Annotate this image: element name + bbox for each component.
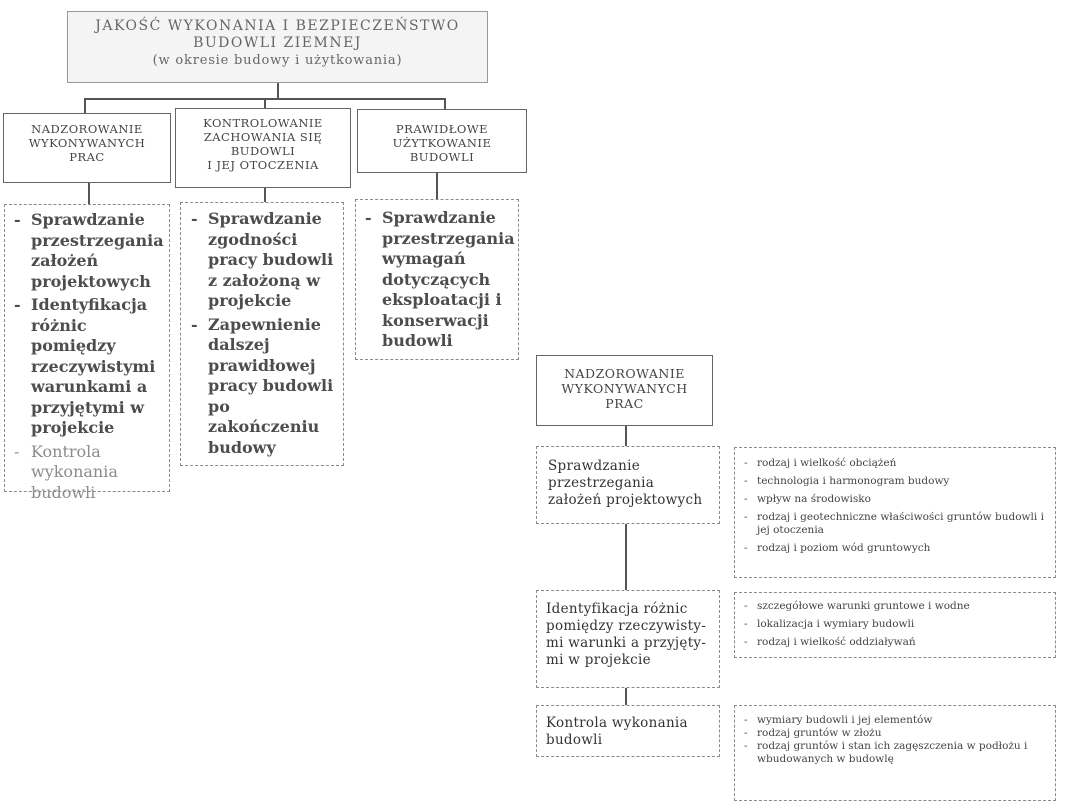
column-items-list-1 xyxy=(13,210,165,506)
column-1-item-2: - Identyfikacja różnic pomiędzy rzeczywistymi warunkami a przyjętymi w projekcie xyxy=(13,295,165,439)
connector-col2-down xyxy=(264,187,266,203)
detail-row-3-subitem-1: - wymiary budowli i jej elementów xyxy=(741,714,1051,727)
detail-row-1-subitem-2: - technologia i harmonogram budowy xyxy=(741,475,1051,488)
detail-heading-line-2: WYKONYWANYCH xyxy=(561,381,688,396)
column-heading-2-line-4: I JEJ OTOCZENIA xyxy=(207,158,319,172)
detail-row-3-label: Kontrola wykonania budowli xyxy=(536,705,720,757)
connector-col1-down xyxy=(88,182,90,205)
column-2-item-1: - Sprawdzanie zgodności pracy budowli z założoną w projekcie xyxy=(190,209,340,312)
column-1-item-3: - Kontrola wykonania budowli xyxy=(13,442,165,504)
detail-row-3-subitem-3: - rodzaj gruntów i stan ich zagęszczenia w podłożu i wbudowanych w budowlę xyxy=(741,740,1051,766)
detail-row-1-sublist xyxy=(741,457,1051,560)
detail-heading-line-1: NADZOROWANIE xyxy=(564,366,685,381)
detail-row-3-subitem-2: - rodzaj gruntów w złożu xyxy=(741,727,1051,740)
column-heading-2-line-1: KONTROLOWANIE xyxy=(203,116,323,130)
main-title-box xyxy=(67,11,488,83)
detail-row-1-subitem-3: - wpływ na środowisko xyxy=(741,493,1051,506)
detail-connector-2 xyxy=(625,524,627,591)
main-title-line-3: (w okresie budowy i użytkowania) xyxy=(152,53,403,68)
detail-row-2-label: Identyfikacja różnic pomiędzy rzeczywisty-mi warunki a przyjęty-mi w projekcie xyxy=(536,590,720,688)
column-heading-1-line-1: NADZOROWANIE xyxy=(31,122,143,136)
detail-row-2-subitem-1: - szczegółowe warunki gruntowe i wodne xyxy=(741,600,1051,613)
detail-connector-3 xyxy=(625,688,627,705)
detail-heading-line-3: PRAC xyxy=(605,396,644,411)
detail-row-2-subitem-3: - rodzaj i wielkość oddziaływań xyxy=(741,636,1051,649)
detail-row-2-sublist xyxy=(741,600,1051,654)
column-2-item-2: - Zapewnienie dalszej prawidłowej pracy budowli po zakończeniu budowy xyxy=(190,315,340,459)
detail-connector-1 xyxy=(625,426,627,447)
detail-row-1-subitem-4: - rodzaj i geotechniczne właściwości gruntów budowli i jej otoczenia xyxy=(741,511,1051,537)
detail-row-1-subitem-5: - rodzaj i poziom wód gruntowych xyxy=(741,542,1051,555)
column-items-list-2 xyxy=(190,209,340,461)
main-title-line-1: JAKOŚĆ WYKONANIA I BEZPIECZEŃSTWO xyxy=(95,18,460,34)
main-title-line-2: BUDOWLI ZIEMNEJ xyxy=(193,35,362,51)
column-3-item-1: - Sprawdzanie przestrzegania wymagań dotyczących eksploatacji i konserwacji budowli xyxy=(364,208,514,352)
column-heading-3-line-3: BUDOWLI xyxy=(409,150,475,164)
detail-row-3-sublist xyxy=(741,714,1051,766)
column-heading-3 xyxy=(357,109,527,173)
detail-row-2-subitem-2: - lokalizacja i wymiary budowli xyxy=(741,618,1051,631)
column-heading-2-line-3: BUDOWLI xyxy=(230,144,296,158)
column-heading-3-line-1: PRAWIDŁOWE xyxy=(395,122,489,136)
detail-row-1-label: Sprawdzanie przestrzegania założeń projektowych xyxy=(536,446,720,524)
detail-heading-box xyxy=(536,355,713,426)
column-heading-2-line-2: ZACHOWANIA SIĘ xyxy=(203,130,323,144)
connector-title-down xyxy=(277,83,279,99)
column-1-item-1: - Sprawdzanie przestrzegania założeń projektowych xyxy=(13,210,165,292)
column-heading-1-line-3: PRAC xyxy=(69,150,105,164)
detail-row-1-subitem-1: - rodzaj i wielkość obciążeń xyxy=(741,457,1051,470)
connector-col1-drop xyxy=(84,98,86,113)
column-heading-3-line-2: UŻYTKOWANIE xyxy=(392,136,492,150)
column-heading-2 xyxy=(175,108,351,188)
column-heading-1 xyxy=(3,113,171,183)
column-heading-1-line-2: WYKONYWANYCH xyxy=(28,136,146,150)
column-items-list-3 xyxy=(364,208,514,355)
connector-col3-down xyxy=(436,172,438,199)
